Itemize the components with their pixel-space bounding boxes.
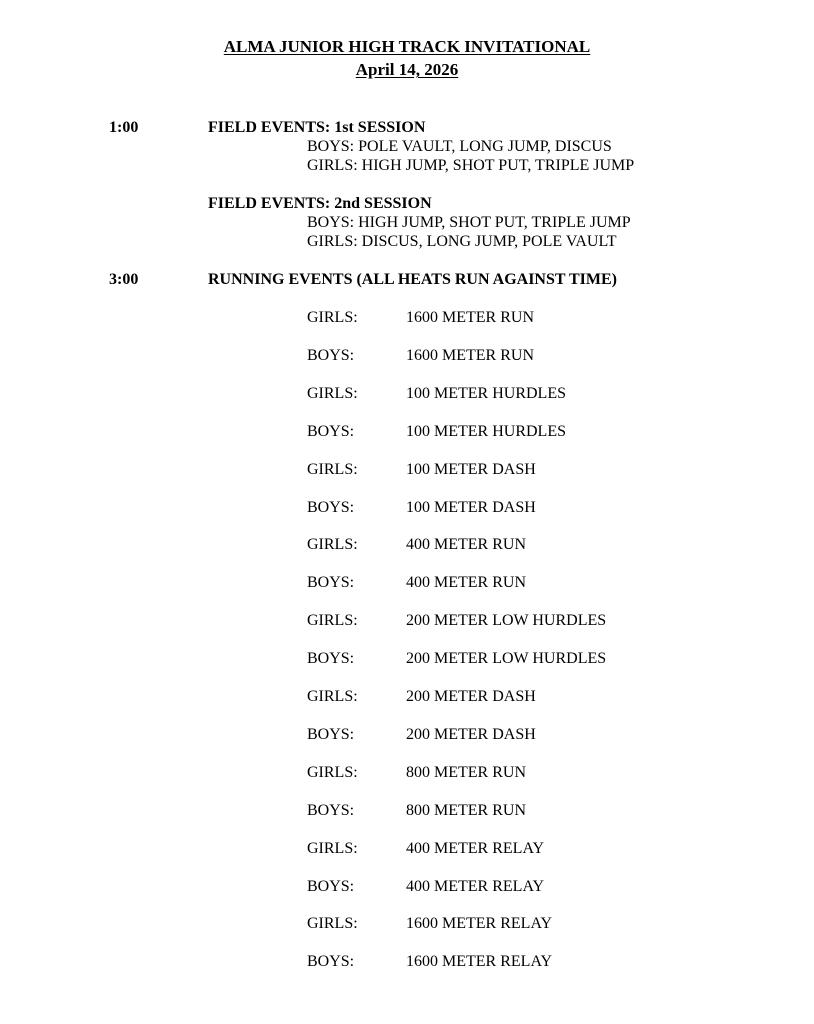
event-division: BOYS: <box>307 802 355 819</box>
event-name: 200 METER LOW HURDLES <box>406 650 607 667</box>
event-division: GIRLS: <box>307 309 358 326</box>
event-division: BOYS: <box>307 347 355 364</box>
event-name: 800 METER RUN <box>406 802 526 819</box>
event-division: GIRLS: <box>307 461 358 478</box>
event-name: 1600 METER RUN <box>406 309 534 326</box>
event-division: GIRLS: <box>307 536 358 553</box>
event-division: GIRLS: <box>307 688 358 705</box>
field-session-1-boys: BOYS: POLE VAULT, LONG JUMP, DISCUS <box>307 138 612 155</box>
event-division: GIRLS: <box>307 764 358 781</box>
event-name: 200 METER DASH <box>406 688 536 705</box>
event-name: 800 METER RUN <box>406 764 526 781</box>
field-session-2-heading: FIELD EVENTS: 2nd SESSION <box>208 195 432 212</box>
event-name: 100 METER DASH <box>406 461 536 478</box>
event-division: GIRLS: <box>307 385 358 402</box>
event-division: BOYS: <box>307 878 355 895</box>
running-events-heading: RUNNING EVENTS (ALL HEATS RUN AGAINST TIME) <box>208 271 617 288</box>
event-name: 1600 METER RELAY <box>406 953 553 970</box>
event-division: GIRLS: <box>307 612 358 629</box>
event-name: 400 METER RELAY <box>406 840 545 857</box>
event-name: 400 METER RUN <box>406 574 526 591</box>
event-division: BOYS: <box>307 726 355 743</box>
event-name: 100 METER DASH <box>406 499 536 516</box>
field-session-1-heading: FIELD EVENTS: 1st SESSION <box>208 119 426 136</box>
event-name: 1600 METER RUN <box>406 347 534 364</box>
event-division: GIRLS: <box>307 840 358 857</box>
event-division: BOYS: <box>307 574 355 591</box>
page-title: ALMA JUNIOR HIGH TRACK INVITATIONAL <box>223 37 591 56</box>
event-name: 200 METER LOW HURDLES <box>406 612 607 629</box>
event-division: GIRLS: <box>307 915 358 932</box>
event-name: 100 METER HURDLES <box>406 423 566 440</box>
event-name: 100 METER HURDLES <box>406 385 566 402</box>
event-division: BOYS: <box>307 650 355 667</box>
meet-date: April 14, 2026 <box>355 60 459 79</box>
event-name: 400 METER RELAY <box>406 878 545 895</box>
event-name: 200 METER DASH <box>406 726 536 743</box>
event-name: 400 METER RUN <box>406 536 526 553</box>
field-session-2-girls: GIRLS: DISCUS, LONG JUMP, POLE VAULT <box>307 233 617 250</box>
field-session-1-girls: GIRLS: HIGH JUMP, SHOT PUT, TRIPLE JUMP <box>307 157 635 174</box>
event-division: BOYS: <box>307 499 355 516</box>
field-session-2-boys: BOYS: HIGH JUMP, SHOT PUT, TRIPLE JUMP <box>307 214 631 231</box>
field-events-time: 1:00 <box>109 119 139 136</box>
event-division: BOYS: <box>307 423 355 440</box>
event-name: 1600 METER RELAY <box>406 915 553 932</box>
running-events-time: 3:00 <box>109 271 139 288</box>
event-division: BOYS: <box>307 953 355 970</box>
